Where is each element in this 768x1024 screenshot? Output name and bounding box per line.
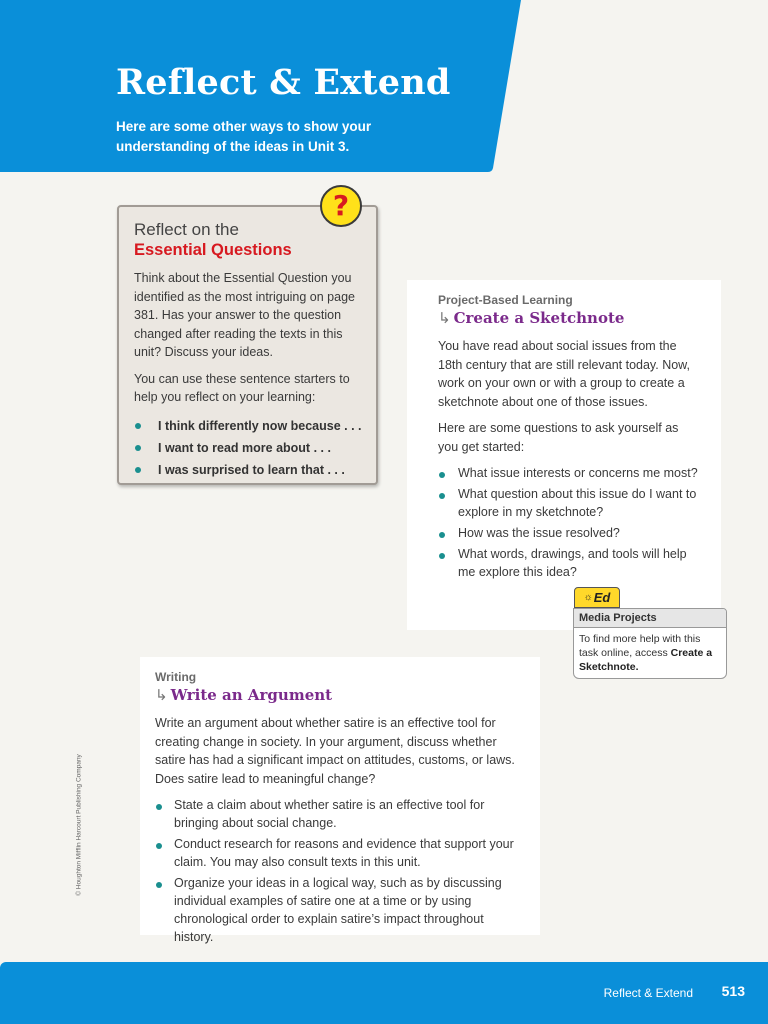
list-item: I want to read more about . . . (134, 437, 362, 459)
eq-paragraph: You can use these sentence starters to help you reflect on your learning: (134, 371, 350, 404)
page-subtitle: Here are some other ways to show your understanding of the ideas in Unit 3. (116, 119, 372, 154)
writing-card (140, 657, 540, 944)
page-title: Reflect & Extend (116, 62, 451, 103)
arrow-right-icon: ↳ (438, 309, 451, 327)
project-questions-list (438, 464, 701, 581)
question-mark-icon (320, 185, 362, 227)
list-item: What words, drawings, and tools will help me explore this idea? (438, 545, 701, 581)
project-paragraph: You have read about social issues from the 18th century that are still relevant today. Now, work on your own or with a group to create a sketchnote about one of those issues. (438, 339, 690, 409)
arrow-right-icon: ↳ (155, 686, 168, 704)
writing-steps-list (155, 796, 526, 946)
eq-heading-line1: Reflect on the (134, 220, 239, 239)
list-item: What question about this issue do I want to explore in my sketchnote? (438, 485, 701, 521)
eq-paragraph: Think about the Essential Question you identified as the most intriguing on page 381. Has your answer to the question changed after reading the texts in this unit? Discuss your ideas. (134, 271, 355, 359)
media-projects-box (573, 608, 727, 679)
page-footer (0, 962, 768, 1024)
page-number: 513 (721, 983, 745, 999)
writing-title: Write an Argument (170, 686, 333, 704)
sentence-starters-list (134, 415, 362, 481)
project-paragraph: Here are some questions to ask yourself as you get started: (438, 421, 679, 454)
list-item: I was surprised to learn that . . . (134, 459, 362, 481)
create-sketchnote-link[interactable]: Create a Sketchnote. (579, 647, 713, 673)
media-projects-text: To find more help with this task online, access Create a Sketchnote. (579, 633, 713, 673)
list-item: What issue interests or concerns me most? (438, 464, 701, 482)
project-label: Project-Based Learning (438, 293, 573, 307)
essential-questions-box (117, 205, 378, 485)
list-item: State a claim about whether satire is an effective tool for bringing about social change. (155, 796, 526, 832)
list-item: Conduct research for reasons and evidence that support your claim. You may also consult texts in this unit. (155, 835, 526, 871)
list-item: Organize your ideas in a logical way, such as by discussing individual examples of satire one at a time or by using chronological order to explain satire’s impact throughout history. (155, 874, 526, 946)
list-item: I think differently now because . . . (134, 415, 362, 437)
footer-section-title: Reflect & Extend (603, 986, 693, 1000)
ed-logo-text: Ed (593, 590, 611, 605)
copyright-notice: © Houghton Mifflin Harcourt Publishing Company (75, 754, 83, 896)
header-banner (0, 0, 768, 175)
writing-label: Writing (155, 670, 197, 684)
ed-logo-icon: ☼ Ed (574, 587, 620, 608)
list-item: How was the issue resolved? (438, 524, 701, 542)
question-mark-symbol: ? (332, 189, 350, 222)
project-title: Create a Sketchnote (453, 309, 625, 327)
writing-paragraph: Write an argument about whether satire is an effective tool for creating change in society. In your argument, discuss whether satire has had a significant impact on attitudes, customs, or laws. Does satire lead to meaningful change? (155, 716, 515, 786)
media-projects-heading: Media Projects (574, 609, 726, 628)
eq-heading-line2: Essential Questions (134, 241, 292, 259)
project-based-learning-card (407, 280, 721, 630)
